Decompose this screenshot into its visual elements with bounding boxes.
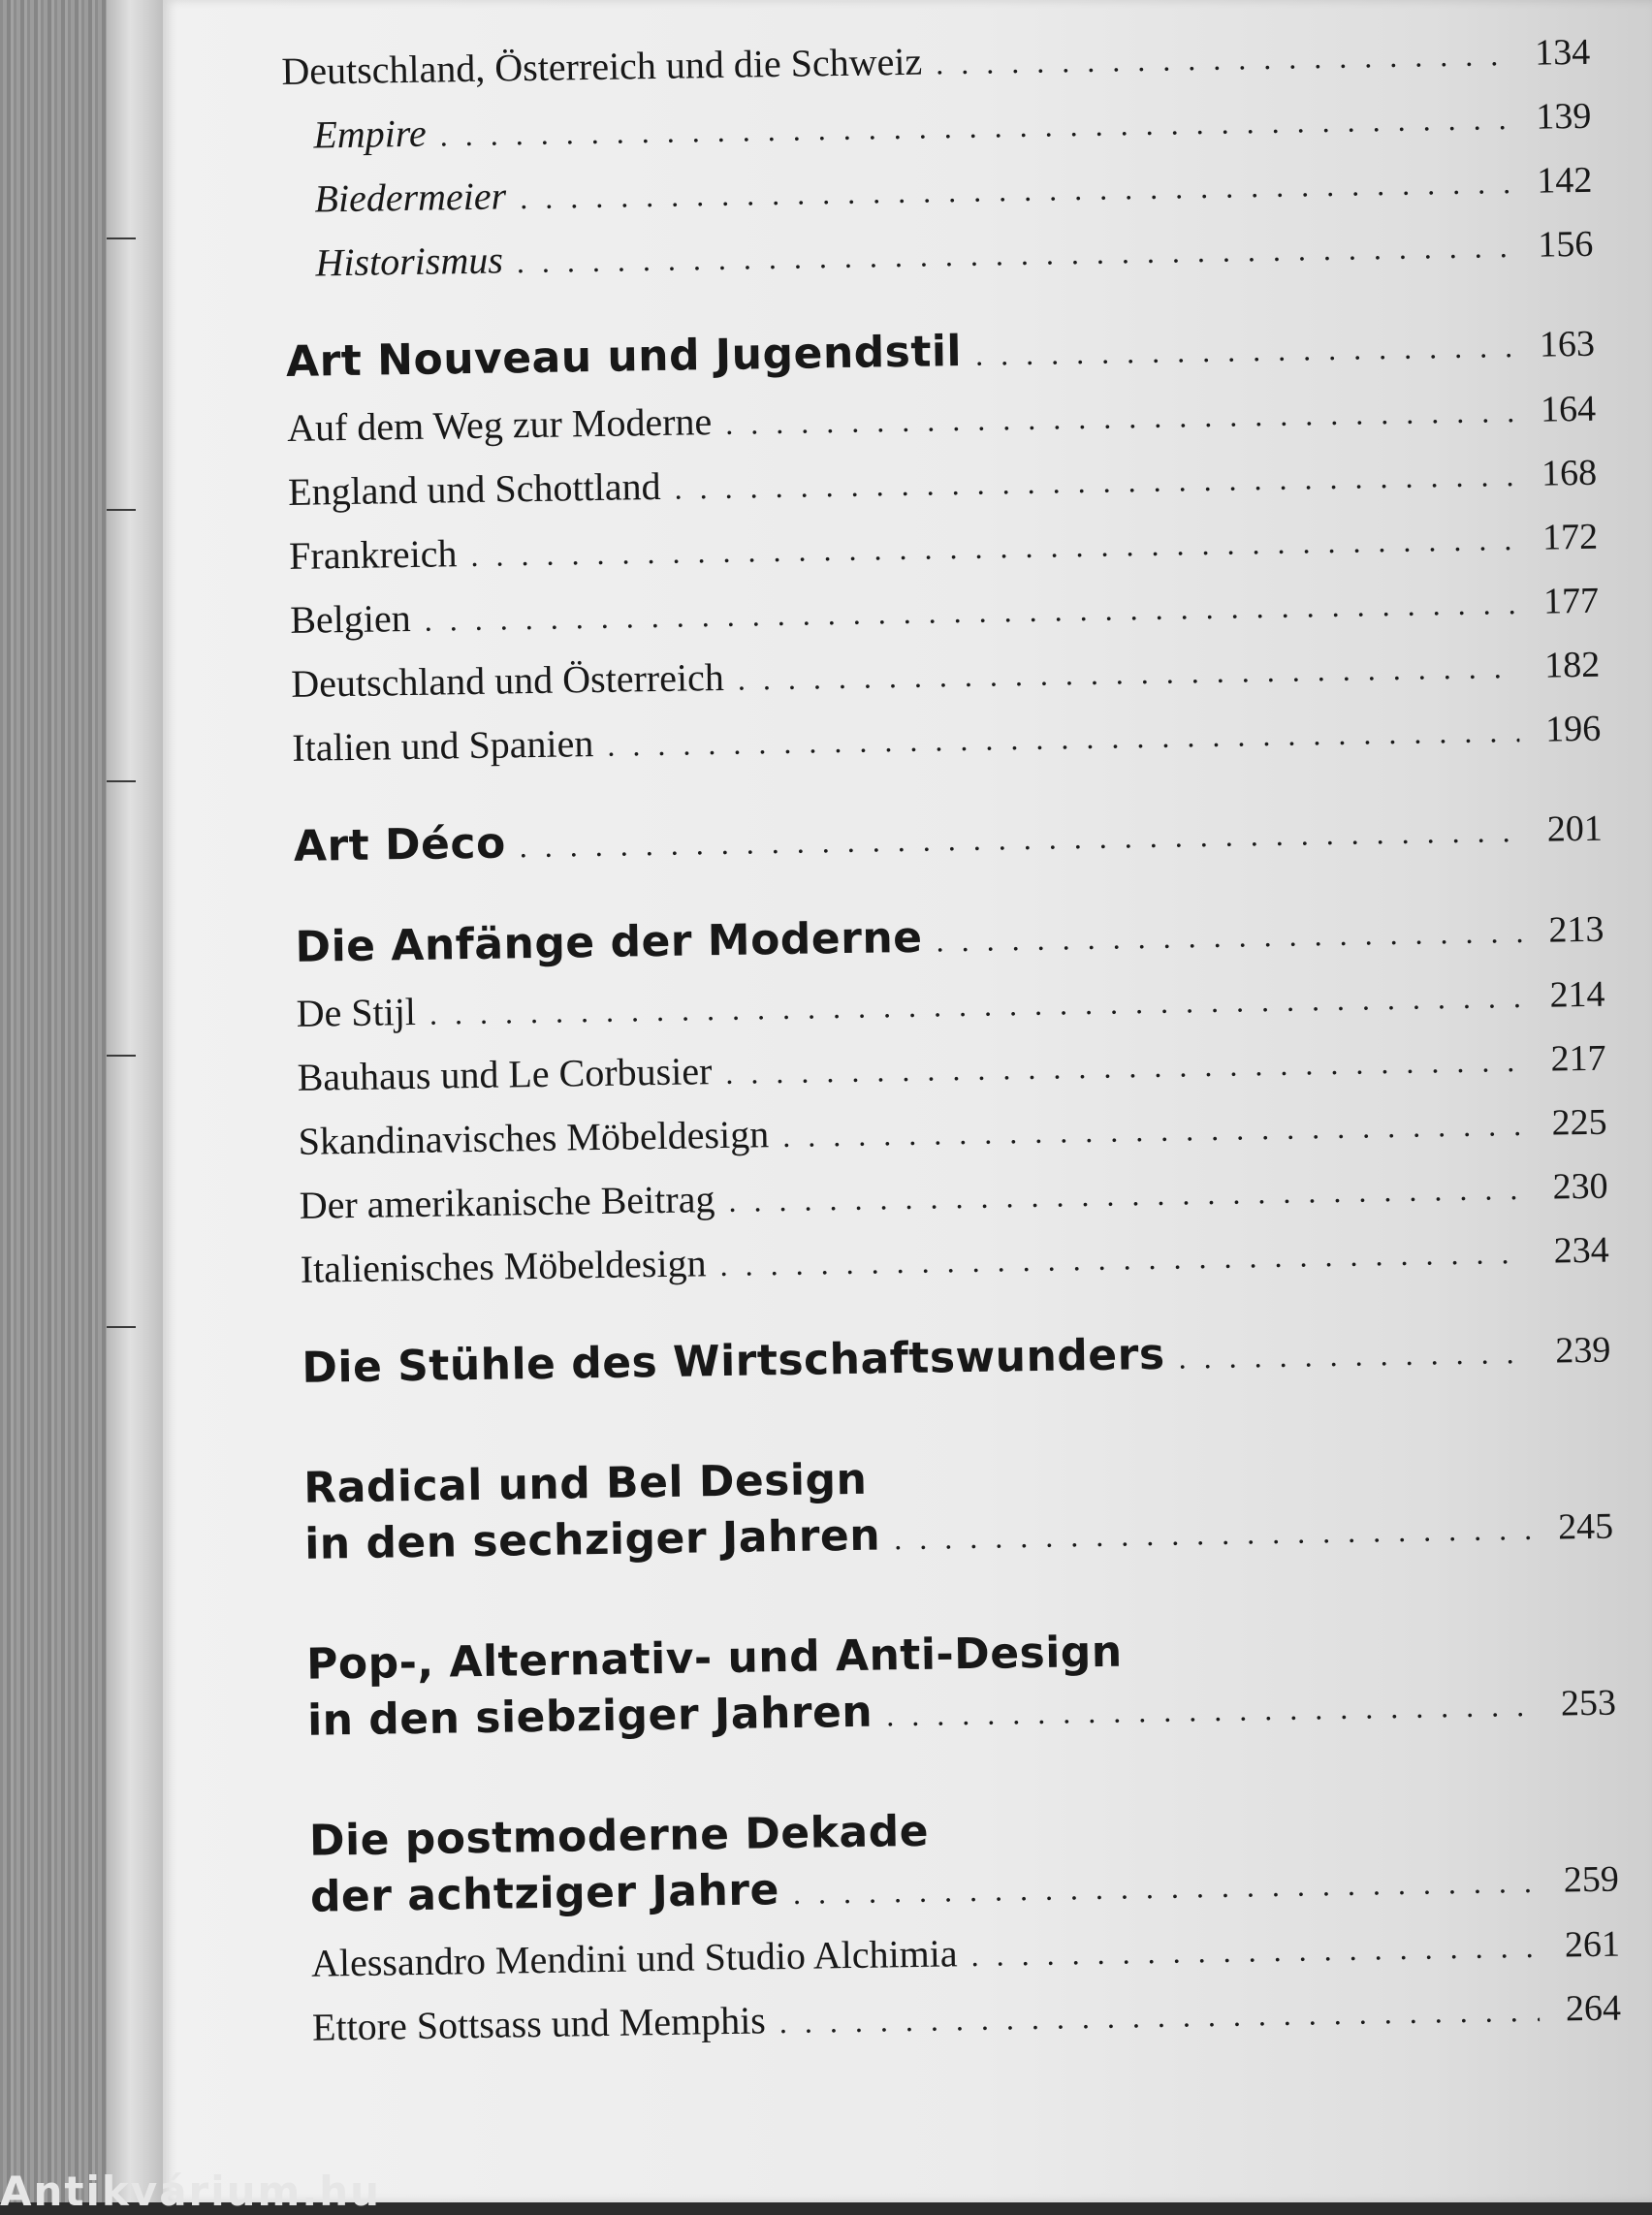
leader-dots [970, 1929, 1539, 1974]
leader-dots [975, 329, 1513, 373]
leader-dots [519, 813, 1521, 865]
toc-chapter-art-nouveau: Art Nouveau und Jugendstil . . . 163 [286, 317, 1596, 405]
toc-chapter-art-deco: Art Déco . . . 201 [294, 802, 1604, 890]
toc-entry: Deutschland, Österreich und die Schweiz . . . 134 [281, 28, 1591, 112]
toc-chapter-radical-line1: Radical und Bel Design [302, 1454, 868, 1513]
toc-entry: Frankreich . . . 172 [289, 513, 1599, 597]
toc-entry: Italienisches Möbeldesign . . . 234 [300, 1226, 1609, 1311]
toc-entry: Italien und Spanien . . . 196 [292, 705, 1602, 789]
book-page-edges [107, 0, 165, 2202]
toc-chapter-postmoderne-line1: Die postmoderne Dekade [308, 1806, 930, 1866]
leader-dots [728, 1171, 1527, 1219]
leader-dots [738, 649, 1519, 698]
toc-entry: Skandinavisches Möbeldesign . . . 225 [298, 1098, 1607, 1183]
leader-dots [674, 458, 1515, 507]
leader-dots [894, 1511, 1533, 1557]
toc-entry: De Stijl . . . 214 [296, 970, 1605, 1055]
leader-dots [517, 229, 1512, 280]
toc-entry: Der amerikanische Beitrag . . . 230 [299, 1162, 1608, 1247]
toc-chapter-wirtschaftswunder: Die Stühle des Wirtschaftswunders . . . 239 [302, 1323, 1611, 1411]
toc-entry: England und Schottland . . . 168 [288, 449, 1598, 533]
leader-dots [725, 394, 1514, 442]
toc-entry: Biedermeier . . . 142 [283, 156, 1593, 240]
leader-dots [936, 914, 1522, 959]
leader-dots [607, 713, 1519, 764]
toc-chapter-postmoderne: der achtziger Jahre . . . 259 [310, 1852, 1620, 1941]
leader-dots [725, 1043, 1525, 1092]
toc-entry: Ettore Sottsass und Memphis . . . 264 [312, 1984, 1622, 2069]
toc-chapter-moderne: Die Anfänge der Moderne . . . 213 [295, 902, 1604, 991]
leader-dots [719, 1235, 1528, 1283]
page-edge-mark [107, 1326, 136, 1328]
leader-dots [793, 1864, 1539, 1912]
toc-entry: Belgien . . . 177 [290, 577, 1600, 661]
watermark: Antikvárium.hu [0, 2168, 382, 2215]
toc-entry: Deutschland und Österreich . . . 182 [291, 641, 1601, 725]
page-edge-mark [107, 1055, 136, 1057]
leader-dots [439, 101, 1509, 153]
leader-dots [936, 37, 1509, 81]
toc-entry: Bauhaus und Le Corbusier . . . 217 [297, 1034, 1606, 1119]
toc-entry: Historismus . . . 156 [284, 220, 1594, 304]
page-edge-mark [107, 780, 136, 782]
page-edge-mark [107, 237, 136, 239]
toc-chapter-pop: in den siebziger Jahren . . . 253 [307, 1676, 1617, 1764]
leader-dots [424, 585, 1517, 639]
leader-dots [1178, 1335, 1529, 1376]
leader-dots [779, 1993, 1541, 2041]
leader-dots [520, 165, 1511, 216]
toc-entry: Empire . . . 139 [282, 92, 1592, 176]
leader-dots [782, 1107, 1526, 1155]
toc-entry: Alessandro Mendini und Studio Alchimia . . . 261 [311, 1920, 1621, 2005]
toc-chapter-pop-line1: Pop-, Alternativ- und Anti-Design [305, 1627, 1124, 1690]
page-edge-mark [107, 509, 136, 511]
leader-dots [886, 1688, 1535, 1734]
leader-dots [470, 522, 1516, 574]
table-of-contents [281, 28, 1622, 2069]
toc-chapter-radical: in den sechziger Jahren . . . 245 [304, 1500, 1614, 1588]
toc-entry: Auf dem Weg zur Moderne . . . 164 [287, 385, 1597, 469]
leader-dots [429, 979, 1524, 1032]
